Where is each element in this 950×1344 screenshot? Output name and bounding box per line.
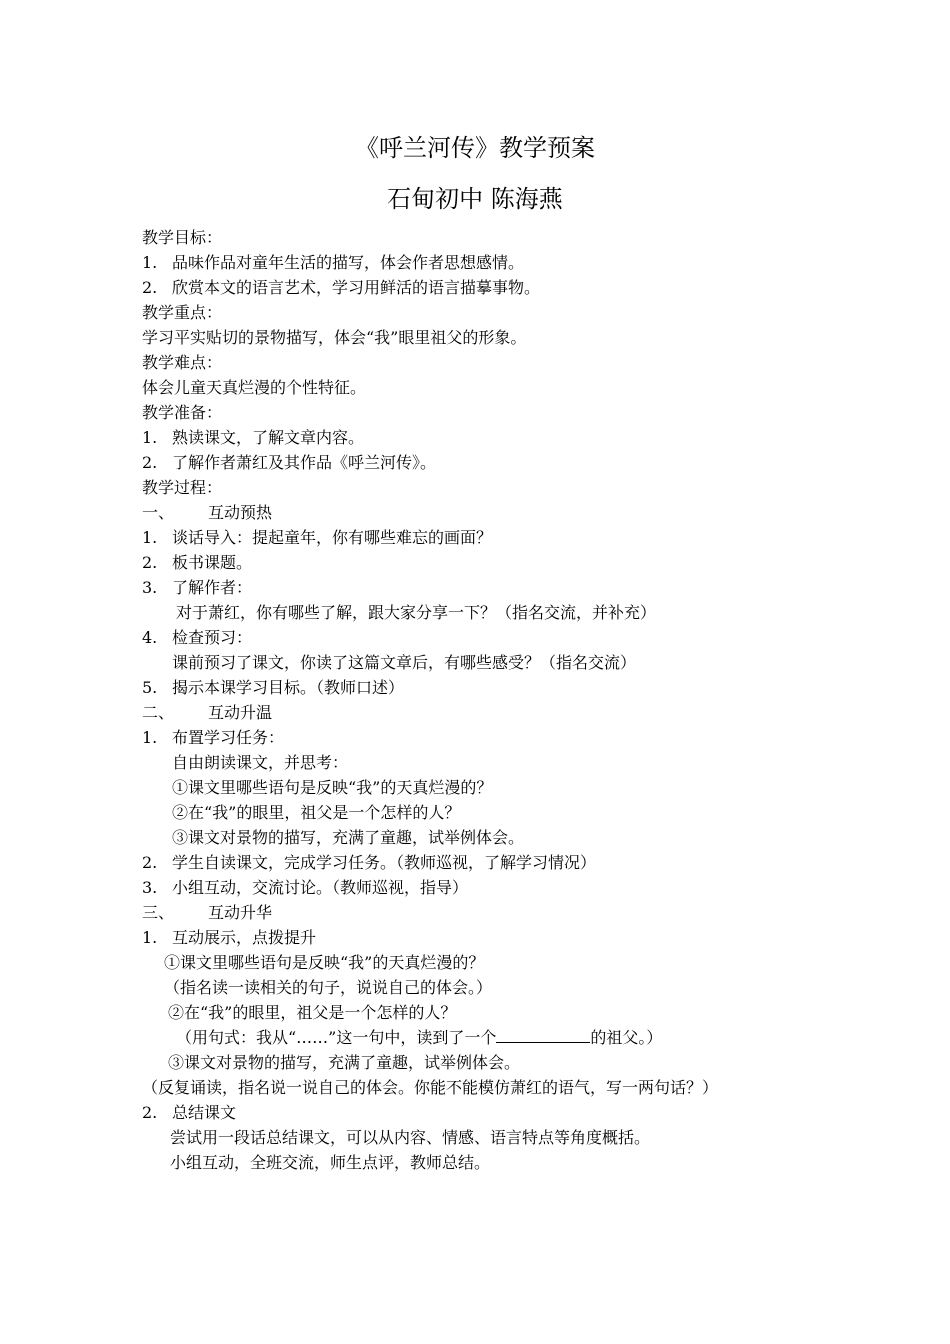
list-item-detail: ③课文对景物的描写，充满了童趣，试举例体会。 (172, 828, 525, 847)
list-item: 1. 互动展示，点拨提升 (142, 928, 317, 947)
list-item: 1. 品味作品对童年生活的描写，体会作者思想感情。 (142, 253, 525, 272)
list-item: 2. 总结课文 (142, 1103, 237, 1122)
list-item: 1. 谈话导入：提起童年，你有哪些难忘的画面？ (142, 528, 493, 547)
list-item: 2. 学生自读课文，完成学习任务。（教师巡视，了解学习情况） (142, 853, 597, 872)
list-item-detail: ②在“我”的眼里，祖父是一个怎样的人？ (168, 1003, 457, 1022)
document-title: 《呼兰河传》教学预案 (355, 134, 595, 162)
key-points-text: 学习平实贴切的景物描写，体会“我”眼里祖父的形象。 (142, 328, 527, 347)
list-item-detail: （用句式：我从“……”这一句中，读到了一个 的祖父。） (142, 1025, 812, 1050)
list-item-detail: ①课文里哪些语句是反映“我”的天真烂漫的？ (164, 953, 485, 972)
process-heading: 教学过程： (142, 478, 223, 497)
list-item: 4. 检查预习： (142, 628, 253, 647)
section-heading: 二、 互动升温 (142, 703, 273, 722)
fill-in-blank (496, 1025, 590, 1043)
list-item-detail: （指名读一读相关的句子，说说自己的体会。） (164, 978, 493, 997)
list-item: 1. 布置学习任务： (142, 728, 285, 747)
list-item: 2. 板书课题。 (142, 553, 253, 572)
list-item-detail: 自由朗读课文，并思考： (172, 753, 349, 772)
preparation-heading: 教学准备： (142, 403, 223, 422)
document-author: 石甸初中 陈海燕 (387, 185, 563, 213)
list-item-detail: （反复诵读，指名说一说自己的体会。你能不能模仿萧红的语气，写一两句话？） (142, 1078, 719, 1097)
difficulties-text: 体会儿童天真烂漫的个性特征。 (142, 378, 367, 397)
section-heading: 三、 互动升华 (142, 903, 273, 922)
list-item-detail: 对于萧红，你有哪些了解，跟大家分享一下？（指名交流，并补充） (176, 603, 657, 622)
list-item: 5. 揭示本课学习目标。（教师口述） (142, 678, 405, 697)
list-item: 3. 了解作者： (142, 578, 253, 597)
list-item: 3. 小组互动，交流讨论。（教师巡视，指导） (142, 878, 469, 897)
difficulties-heading: 教学难点： (142, 353, 223, 372)
list-item-detail: ②在“我”的眼里，祖父是一个怎样的人？ (172, 803, 461, 822)
list-item: 1. 熟读课文，了解文章内容。 (142, 428, 365, 447)
list-item-detail: ③课文对景物的描写，充满了童趣，试举例体会。 (168, 1053, 521, 1072)
list-item-detail: 尝试用一段话总结课文，可以从内容、情感、语言特点等角度概括。 (170, 1128, 651, 1147)
list-item: 2. 欣赏本文的语言艺术，学习用鲜活的语言描摹事物。 (142, 278, 541, 297)
objectives-heading: 教学目标： (142, 228, 223, 247)
list-item-detail: ①课文里哪些语句是反映“我”的天真烂漫的？ (172, 778, 493, 797)
key-points-heading: 教学重点： (142, 303, 223, 322)
list-item-detail: 课前预习了课文，你读了这篇文章后，有哪些感受？（指名交流） (172, 653, 637, 672)
list-item-detail: 小组互动，全班交流，师生点评，教师总结。 (170, 1153, 491, 1172)
document-body (142, 225, 812, 1175)
section-heading: 一、 互动预热 (142, 503, 273, 522)
list-item: 2. 了解作者萧红及其作品《呼兰河传》。 (142, 453, 437, 472)
